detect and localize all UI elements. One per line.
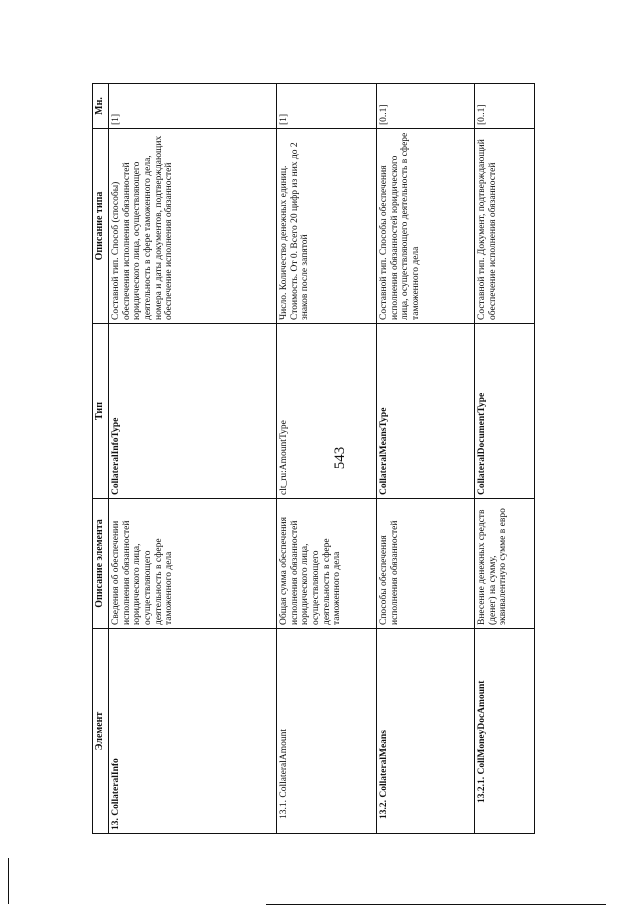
element-cell bbox=[475, 629, 535, 834]
type-name: clt_ru:AmountType bbox=[277, 324, 377, 499]
data-table bbox=[92, 83, 535, 834]
element-name: CollateralAmount bbox=[279, 729, 289, 798]
type-name: CollateralDocumentType bbox=[475, 324, 535, 499]
table-row bbox=[475, 84, 535, 834]
table-row bbox=[277, 84, 377, 834]
element-description: Внесение денежных средств (денег) на сумму, эквивалентную сумме в евро bbox=[475, 499, 535, 629]
table-row bbox=[377, 84, 475, 834]
element-name: CollateralMeans bbox=[379, 730, 389, 798]
element-cell bbox=[277, 629, 377, 834]
row-number: 13. bbox=[111, 818, 121, 830]
header-type-description: Описание типа bbox=[93, 129, 109, 324]
type-description: Составной тип. Способы обеспечения исполнения обязанностей юридического лица, осуществляющего деятельность в сфере таможенного дела bbox=[377, 129, 475, 324]
element-cell bbox=[109, 629, 277, 834]
element-description: Общая сумма обеспечения исполнения обязанностей юридического лица, осуществляющего деятельность в сфере таможенного дела bbox=[277, 499, 377, 629]
multiplicity: [0..1] bbox=[377, 84, 475, 129]
row-number: 13.2.1. bbox=[477, 776, 487, 803]
scan-mark-left bbox=[8, 858, 9, 904]
element-name: CollateralInfo bbox=[111, 758, 121, 816]
element-name: CollMoneyDocAmount bbox=[477, 680, 487, 775]
multiplicity: [0..1] bbox=[475, 84, 535, 129]
header-element: Элемент bbox=[93, 629, 109, 834]
header-multiplicity: Мн. bbox=[93, 84, 109, 129]
type-name: CollateralMeansType bbox=[377, 324, 475, 499]
table-header-row bbox=[93, 84, 109, 834]
page-number: 543 bbox=[332, 446, 348, 470]
type-description: Составной тип. Способ (способы) обеспечения исполнения обязанностей юридического лица, осуществляющего деятельность в сфере таможенного дела, номера и даты документов, подтверждающих обеспечение исполнения обязанностей bbox=[109, 129, 277, 324]
element-description: Сведения об обеспечении исполнения обязанностей юридического лица, осуществляющего деятельность в сфере таможенного дела bbox=[109, 499, 277, 629]
type-description: Число. Количество денежных единиц. Стоимость. От 0. Всего 20 цифр из них до 2 знаков после запятой bbox=[277, 129, 377, 324]
table-row bbox=[109, 84, 277, 834]
multiplicity: [1] bbox=[277, 84, 377, 129]
multiplicity: [1] bbox=[109, 84, 277, 129]
row-number: 13.2. bbox=[379, 800, 389, 819]
rotated-table-wrapper bbox=[92, 84, 534, 834]
header-element-description: Описание элемента bbox=[93, 499, 109, 629]
type-name: CollateralInfoType bbox=[109, 324, 277, 499]
element-description: Способы обеспечения исполнения обязанностей bbox=[377, 499, 475, 629]
header-type: Тип bbox=[93, 324, 109, 499]
row-number: 13.1. bbox=[279, 800, 289, 819]
type-description: Составной тип. Документ, подтверждающий обеспечение исполнения обязанностей bbox=[475, 129, 535, 324]
element-cell bbox=[377, 629, 475, 834]
